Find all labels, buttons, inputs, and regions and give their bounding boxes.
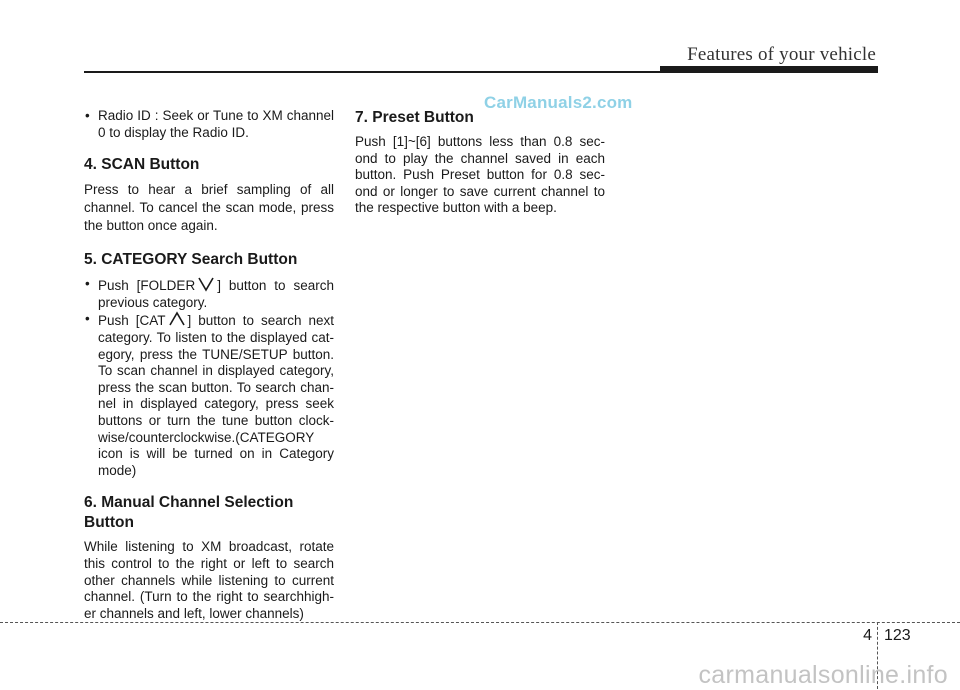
chevron-up-icon: [168, 311, 186, 327]
header-rule: [84, 71, 664, 73]
left-column: [84, 108, 334, 622]
chapter-number: 4: [863, 627, 872, 644]
preset-heading: 7. Preset Button: [355, 109, 474, 126]
scan-text: Press to hear a brief sampling of all channel. To cancel the scan mode, press the button once again.: [84, 182, 334, 234]
cat-text-start: Push [CAT: [98, 313, 166, 329]
bullet: •: [85, 276, 90, 292]
folder-text-end: ] button to search previous category.: [98, 278, 334, 310]
page-number: 123: [884, 627, 911, 644]
radio-id-text: Radio ID : Seek or Tune to XM channel 0 to display the Radio ID.: [98, 108, 334, 140]
folder-text-start: Push [FOLDER: [98, 278, 196, 294]
radio-id-list: [84, 108, 334, 141]
preset-text: Push [1]~[6] buttons less than 0.8 sec-ond to play the channel saved in each button. Push Preset button for 0.8 sec-ond or longer to save current channel to the respective button with a beep.: [355, 134, 605, 216]
section-title: Features of your vehicle: [687, 44, 876, 65]
chevron-down-icon: [197, 276, 215, 292]
list-item: [84, 276, 334, 311]
bullet: •: [85, 108, 90, 123]
scan-heading: 4. SCAN Button: [84, 156, 200, 174]
footer-rule: [0, 622, 960, 623]
list-item: [84, 311, 334, 479]
header-rule-accent: [660, 66, 878, 73]
category-list: [84, 276, 334, 479]
category-heading: 5. CATEGORY Search Button: [84, 251, 298, 269]
list-item: [84, 108, 334, 141]
cat-text-end: ] button to search next category. To listen to the displayed cat-egory, press the TUNE/SETUP button. To scan channel in displayed category, press the scan button. To search chan-nel in displayed category, press seek buttons or turn the tune button clock-wise/counterclockwise.(CATEGORY icon is will be turned on in Category mode): [98, 313, 334, 478]
manual-text: While listening to XM broadcast, rotate this control to the right or left to search other channels while listening to current channel. (Turn to the right to searchhigh-er channels and left, lower channels): [84, 539, 334, 621]
manual-heading: 6. Manual Channel Selection Button: [84, 494, 294, 532]
watermark-text: CarManuals2.com: [484, 93, 633, 112]
bullet: •: [85, 311, 90, 327]
right-column: [355, 108, 605, 217]
site-watermark: carmanualsonline.info: [698, 661, 948, 689]
